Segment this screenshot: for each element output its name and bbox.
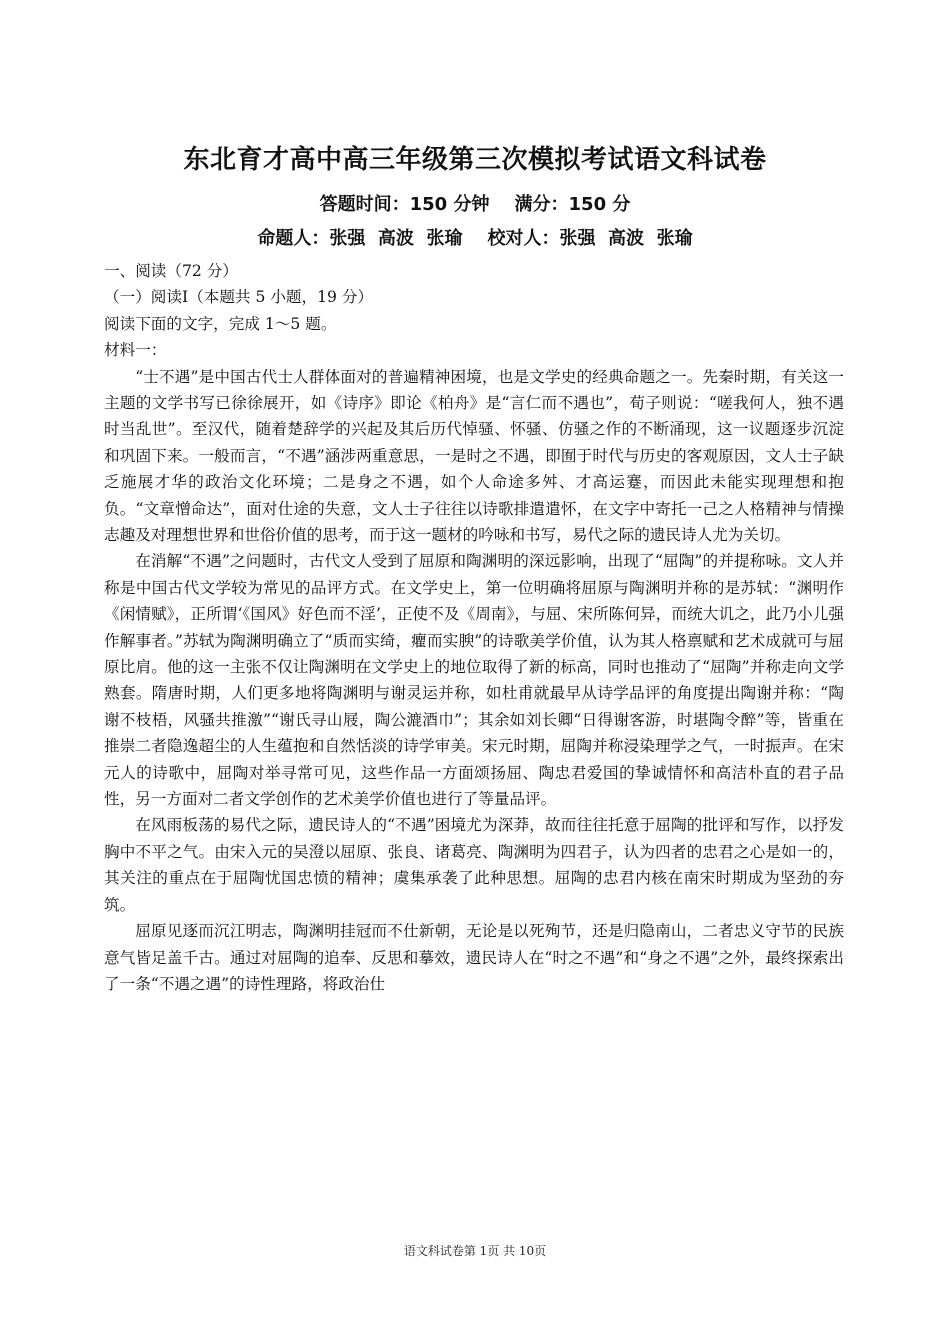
part-heading: 一、阅读（72 分） <box>104 262 238 280</box>
page-footer: 语文科试卷第 1页 共 10页 <box>403 1244 547 1258</box>
paragraph-2: 在消解“不遇”之问题时，古代文人受到了屈原和陶渊明的深远影响，出现了“屈陶”的并提称咏。文人并称是中国古代文学较为常见的品评方式。在文学史上，第一位明确将屈原与陶渊明并称的是苏轼：“渊明作《闲情赋》，正所谓‘《国风》好色而不淫’，正使不及《周南》，与屈、宋所陈何异，而统大讥之，此乃小儿强作解事者。”苏轼为陶渊明确立了“质而实绮，癯而实腴”的诗歌美学价值，认为其人格禀赋和艺术成就可与屈原比肩。他的这一主张不仅让陶渊明在文学史上的地位取得了新的标高，同时也推动了“屈陶”并称走向文学熟套。隋唐时期，人们更多地将陶渊明与谢灵运并称，如杜甫就最早从诗学品评的角度提出陶谢并称：“陶谢不枝梧，风骚共推激”“谢氏寻山屐，陶公漉酒巾”；其余如刘长卿“日得谢客游，时堪陶令醉”等，皆重在推崇二者隐逸超尘的人生蕴抱和自然恬淡的诗学审美。宋元时期，屈陶并称浸染理学之气，一时振声。在宋元人的诗歌中，屈陶对举寻常可见，这些作品一方面颂扬屈、陶忠君爱国的挚诚情怀和高洁朴直的君子品性，另一方面对二者文学创作的艺术美学价值也进行了等量品评。 <box>104 552 844 809</box>
material-label: 材料一： <box>104 341 167 360</box>
time-and-score: 答题时间：150 分钟 满分：150 分 <box>319 194 631 215</box>
paragraph-3: 在风雨板荡的易代之际，遗民诗人的“不遇”困境尤为深莽，故而往往托意于屈陶的批评和写作，以抒发胸中不平之气。由宋入元的吴澄以屈原、张良、诸葛亮、陶渊明为四君子，认为四者的忠君之心是如一的，其关注的重点在于屈陶忧国忠愤的精神；虞集承袭了此种思想。屈陶的忠君内核在南宋时期成为坚劲的夯筑。 <box>104 816 844 914</box>
sub-heading: （一）阅读Ⅰ（本题共 5 小题，19 分） <box>104 288 374 307</box>
instruction: 阅读下面的文字，完成 1～5 题。 <box>104 314 337 333</box>
exam-body <box>104 258 844 997</box>
authors-line: 命题人：张强 高波 张瑜 校对人：张强 高波 张瑜 <box>257 228 693 249</box>
paragraph-4: 屈原见逐而沉江明志，陶渊明挂冠而不仕新朝，无论是以死殉节，还是归隐南山，二者忠义守节的民族意气皆足盖千古。通过对屈陶的追奉、反思和摹效，遗民诗人在“时之不遇”和“身之不遇”之外，最终探索出了一条“不遇之遇”的诗性理路，将政治仕 <box>104 922 844 993</box>
exam-title: 东北育才高中高三年级第三次模拟考试语文科试卷 <box>183 145 767 175</box>
paragraph-1: “士不遇”是中国古代士人群体面对的普遍精神困境，也是文学史的经典命题之一。先秦时期，有关这一主题的文学书写已徐徐展开，如《诗序》即论《柏舟》是“言仁而不遇也”，荀子则说：“嗟我何人，独不遇时当乱世”。至汉代，随着楚辞学的兴起及其后历代悼骚、怀骚、仿骚之作的不断涌现，这一议题逐步沉淀和巩固下来。一般而言，“不遇”涵涉两重意思，一是时之不遇，即囿于时代与历史的客观原因，文人士子缺乏施展才华的政治文化环境；二是身之不遇，如个人命途多舛、才高运蹇，而因此未能实现理想和抱负。“文章憎命达”，面对仕途的失意，文人士子往往以诗歌排遣遣怀，在文字中寄托一己之人格精神与情操志趣及对理想世界和世俗价值的思考，而于这一题材的吟咏和书写，易代之际的遗民诗人尤为关切。 <box>104 367 844 544</box>
